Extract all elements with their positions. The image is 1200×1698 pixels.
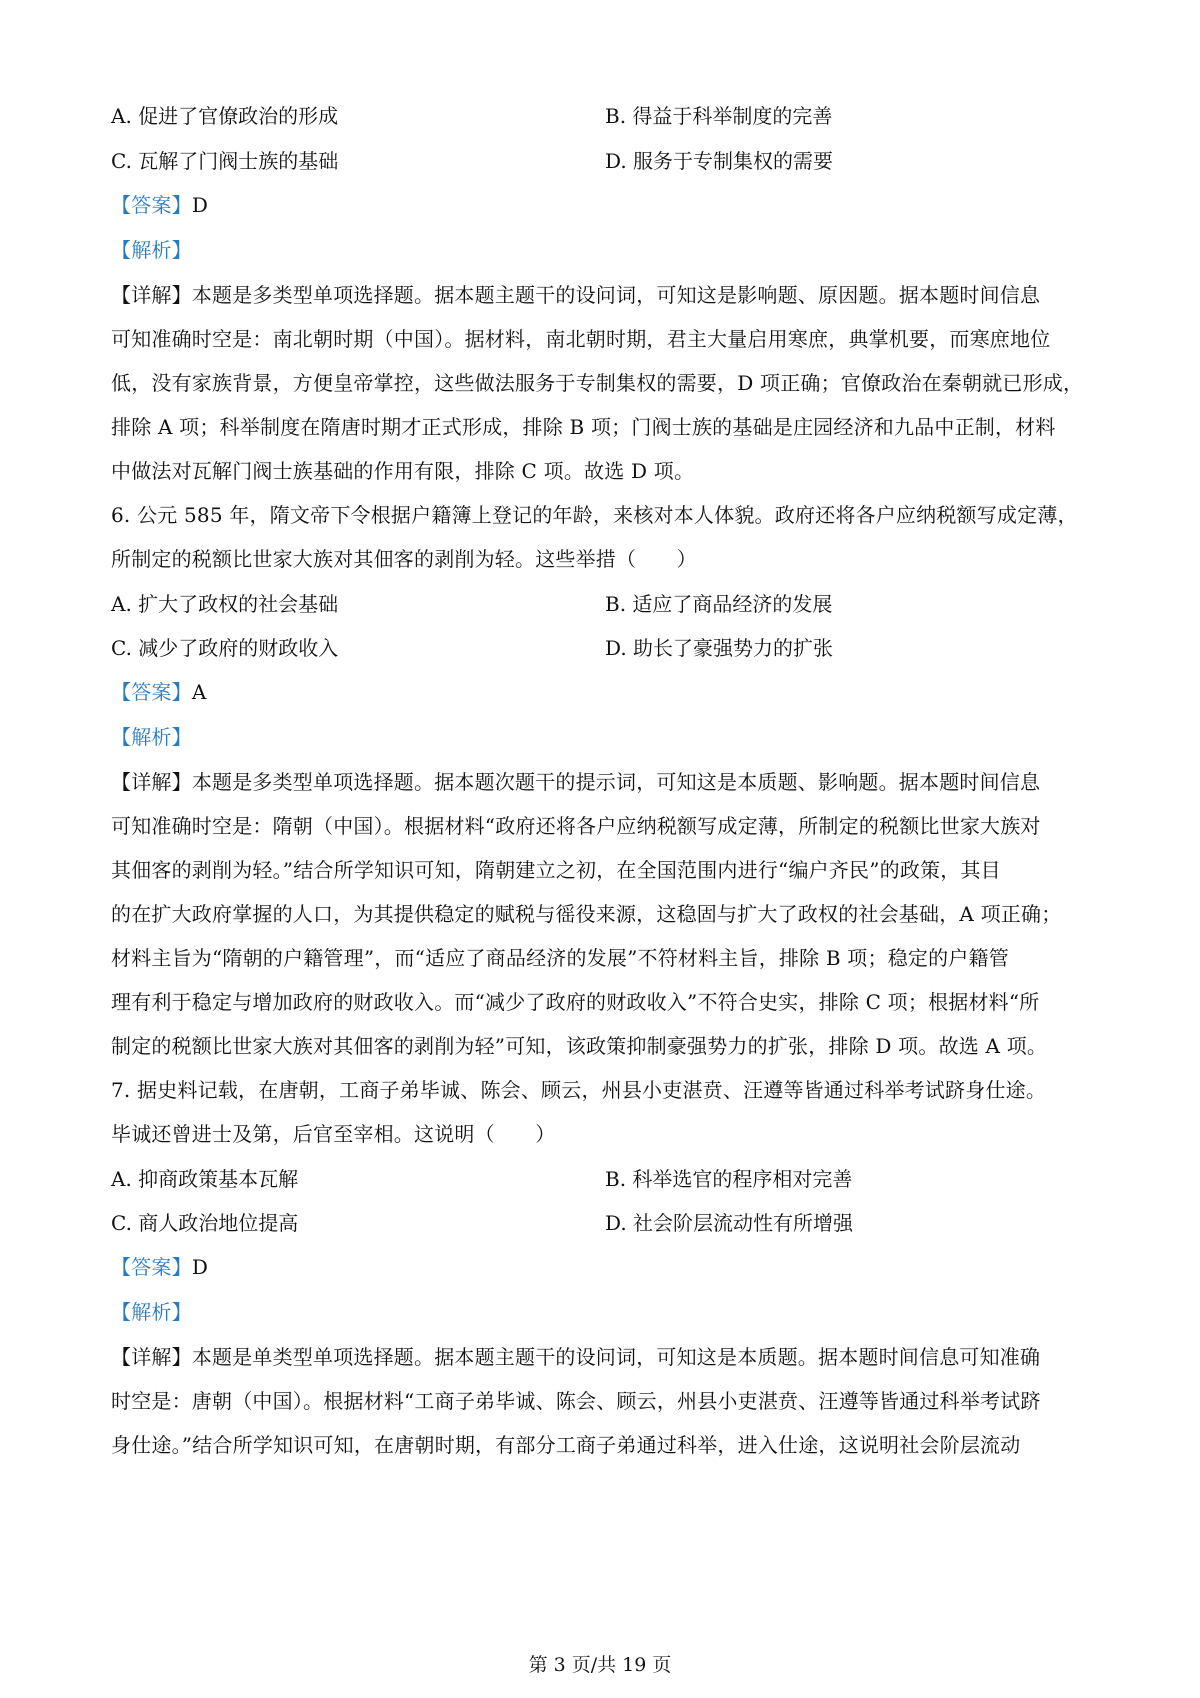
q6-option-b: B. 适应了商品经济的发展 xyxy=(605,592,833,616)
q6-answer xyxy=(111,678,1101,706)
q5-option-c: C. 瓦解了门阀士族的基础 xyxy=(111,149,339,173)
q6-detail-line-1 xyxy=(111,768,1101,796)
q5-option-a: A. 促进了官僚政治的形成 xyxy=(111,104,339,128)
answer-value: D xyxy=(191,193,209,217)
analysis-tag: 【解析】 xyxy=(111,238,192,262)
q6-option-d: D. 助长了豪强势力的扩张 xyxy=(605,636,834,660)
q5-option-d: D. 服务于专制集权的需要 xyxy=(605,149,834,173)
answer-tag: 【答案】 xyxy=(111,680,192,704)
q7-option-b: B. 科举选官的程序相对完善 xyxy=(605,1167,853,1191)
q5-detail-line-5: 中做法对瓦解门阀士族基础的作用有限，排除 C 项。故选 D 项。 xyxy=(111,459,695,483)
q5-answer xyxy=(111,191,1101,219)
answer-value: A xyxy=(191,680,207,704)
q7-answer xyxy=(111,1253,1101,1281)
q7-option-d: D. 社会阶层流动性有所增强 xyxy=(605,1211,854,1235)
q7-stem-line-1: 7. 据史料记载，在唐朝，工商子弟毕诚、陈会、顾云，州县小吏湛贲、汪遵等皆通过科举考试跻身仕途。 xyxy=(111,1078,1047,1102)
detail-tag: 【详解】 xyxy=(111,1345,192,1369)
q7-detail-line-3: 身仕途。”结合所学知识可知，在唐朝时期，有部分工商子弟通过科举，进入仕途，这说明社会阶层流动 xyxy=(111,1433,1021,1457)
q6-detail-line-4: 的在扩大政府掌握的人口，为其提供稳定的赋税与徭役来源，这稳固与扩大了政权的社会基础，A 项正确； xyxy=(111,902,1062,926)
q7-analysis-heading xyxy=(111,1298,1101,1326)
q7-stem-line-2: 毕诚还曾进士及第，后官至宰相。这说明（ ） xyxy=(111,1122,556,1146)
q7-detail-line-2: 时空是：唐朝（中国）。根据材料“工商子弟毕诚、陈会、顾云，州县小吏湛贲、汪遵等皆通过科举考试跻 xyxy=(111,1389,1041,1413)
q6-detail-line-3: 其佃客的剥削为轻。”结合所学知识可知，隋朝建立之初，在全国范围内进行“编户齐民”的政策，其目 xyxy=(111,858,1001,882)
q6-detail-line-6: 理有利于稳定与增加政府的财政收入。而“减少了政府的财政收入”不符合史实，排除 C 项；根据材料“所 xyxy=(111,990,1040,1014)
q7-option-a: A. 抑商政策基本瓦解 xyxy=(111,1167,299,1191)
answer-tag: 【答案】 xyxy=(111,1255,192,1279)
q5-analysis-heading xyxy=(111,236,1101,264)
detail-text: 本题是多类型单项选择题。据本题主题干的设问词，可知这是影响题、原因题。据本题时间信息 xyxy=(191,283,1041,307)
q5-option-b: B. 得益于科举制度的完善 xyxy=(605,104,833,128)
q7-detail-line-1 xyxy=(111,1343,1101,1371)
q6-stem-line-1: 6. 公元 585 年，隋文帝下令根据户籍簿上登记的年龄，来核对本人体貌。政府还将各户应纳税额写成定薄， xyxy=(111,503,1078,527)
q7-option-c: C. 商人政治地位提高 xyxy=(111,1211,299,1235)
page-footer: 第 3 页/共 19 页 xyxy=(528,1654,672,1676)
q6-stem-line-2: 所制定的税额比世家大族对其佃客的剥削为轻。这些举措（ ） xyxy=(111,547,697,571)
detail-tag: 【详解】 xyxy=(111,283,192,307)
q6-detail-line-7: 制定的税额比世家大族对其佃客的剥削为轻”可知，该政策抑制豪强势力的扩张，排除 D 项。故选 A 项。 xyxy=(111,1034,1048,1058)
analysis-tag: 【解析】 xyxy=(111,1300,192,1324)
q6-option-a: A. 扩大了政权的社会基础 xyxy=(111,592,339,616)
q5-detail-line-2: 可知准确时空是：南北朝时期（中国）。据材料，南北朝时期，君主大量启用寒庶，典掌机要，而寒庶地位 xyxy=(111,327,1051,351)
answer-value: D xyxy=(191,1255,209,1279)
q5-detail-line-1 xyxy=(111,281,1101,309)
detail-tag: 【详解】 xyxy=(111,770,192,794)
detail-text: 本题是单类型单项选择题。据本题主题干的设问词，可知这是本质题。据本题时间信息可知准确 xyxy=(191,1345,1041,1369)
q5-detail-line-4: 排除 A 项；科举制度在隋唐时期才正式形成，排除 B 项；门阀士族的基础是庄园经济和九品中正制，材料 xyxy=(111,415,1056,439)
analysis-tag: 【解析】 xyxy=(111,725,192,749)
q6-analysis-heading xyxy=(111,723,1101,751)
q6-option-c: C. 减少了政府的财政收入 xyxy=(111,636,339,660)
q6-detail-line-5: 材料主旨为“隋朝的户籍管理”，而“适应了商品经济的发展”不符材料主旨，排除 B 项；稳定的户籍管 xyxy=(111,946,1009,970)
detail-text: 本题是多类型单项选择题。据本题次题干的提示词，可知这是本质题、影响题。据本题时间信息 xyxy=(191,770,1041,794)
answer-tag: 【答案】 xyxy=(111,193,192,217)
q5-detail-line-3: 低，没有家族背景，方便皇帝掌控，这些做法服务于专制集权的需要，D 项正确；官僚政治在秦朝就已形成， xyxy=(111,371,1084,395)
q6-detail-line-2: 可知准确时空是：隋朝（中国）。根据材料“政府还将各户应纳税额写成定薄，所制定的税额比世家大族对 xyxy=(111,814,1041,838)
